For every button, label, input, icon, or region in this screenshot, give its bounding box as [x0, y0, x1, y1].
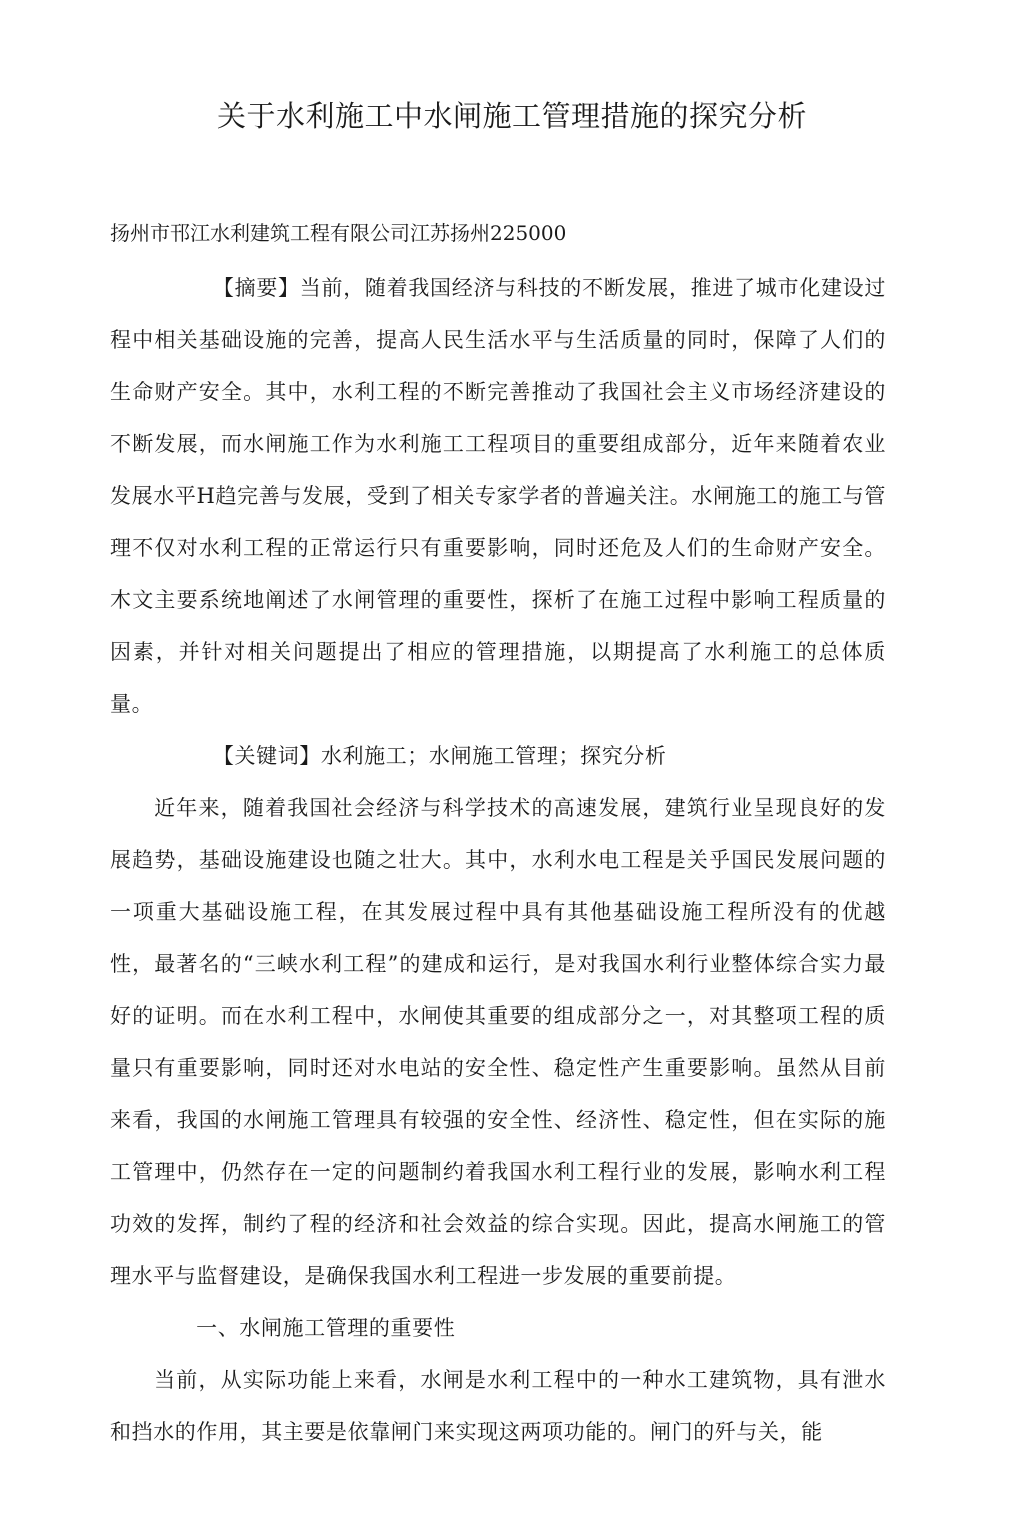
- abstract-paragraph: 【摘要】当前，随着我国经济与科技的不断发展，推进了城市化建设过程中相关基础设施的完善，提高人民生活水平与生活质量的同时，保障了人们的生命财产安全。其中，水利工程的不断完善推动了我国社会主义市场经济建设的不断发展，而水闸施工作为水利施工工程项目的重要组成部分，近年来随着农业发展水平H趋完善与发展，受到了相关专家学者的普遍关注。水闸施工的施工与管理不仅对水利工程的正常运行只有重要影响，同时还危及人们的生命财产安全。木文主要系统地阐述了水闸管理的重要性，探析了在施工过程中影响工程质量的因素，并针对相关问题提出了相应的管理措施，以期提高了水利施工的总体质量。: [110, 276, 886, 716]
- intro-paragraph: 近年来，随着我国社会经济与科学技术的高速发展，建筑行业呈现良好的发展趋势，基础设施建设也随之壮大。其中，水利水电工程是关乎国民发展问题的一项重大基础设施工程，在其发展过程中具有其他基础设施工程所没有的优越性，最著名的“三峡水利工程”的建成和运行，是对我国水利行业整体综合实力最好的证明。而在水利工程中，水闸使其重要的组成部分之一，对其整项工程的质量只有重要影响，同时还对水电站的安全性、稳定性产生重要影响。虽然从目前来看，我国的水闸施工管理具有较强的安全性、经济性、稳定性，但在实际的施工管理中，仍然存在一定的问题制约着我国水利工程行业的发展，影响水利工程功效的发挥，制约了程的经济和社会效益的综合实现。因此，提高水闸施工的管理水平与监督建设，是确保我国水利工程进一步发展的重要前提。: [110, 796, 886, 1288]
- paper-body: [110, 262, 886, 1458]
- section-heading: 一、水闸施工管理的重要性: [196, 1316, 456, 1340]
- paper-title: 关于水利施工中水闸施工管理措施的探究分析: [216, 99, 807, 133]
- section-paragraph: 当前，从实际功能上来看，水闸是水利工程中的一种水工建筑物，具有泄水和挡水的作用，其主要是依靠闸门来实现这两项功能的。闸门的歼与关，能: [110, 1368, 886, 1444]
- author-affiliation: 扬州市邗江水利建筑工程有限公司江苏扬州225000: [110, 221, 567, 245]
- keywords-line: 【关键词】水利施工；水闸施工管理；探究分析: [212, 744, 667, 768]
